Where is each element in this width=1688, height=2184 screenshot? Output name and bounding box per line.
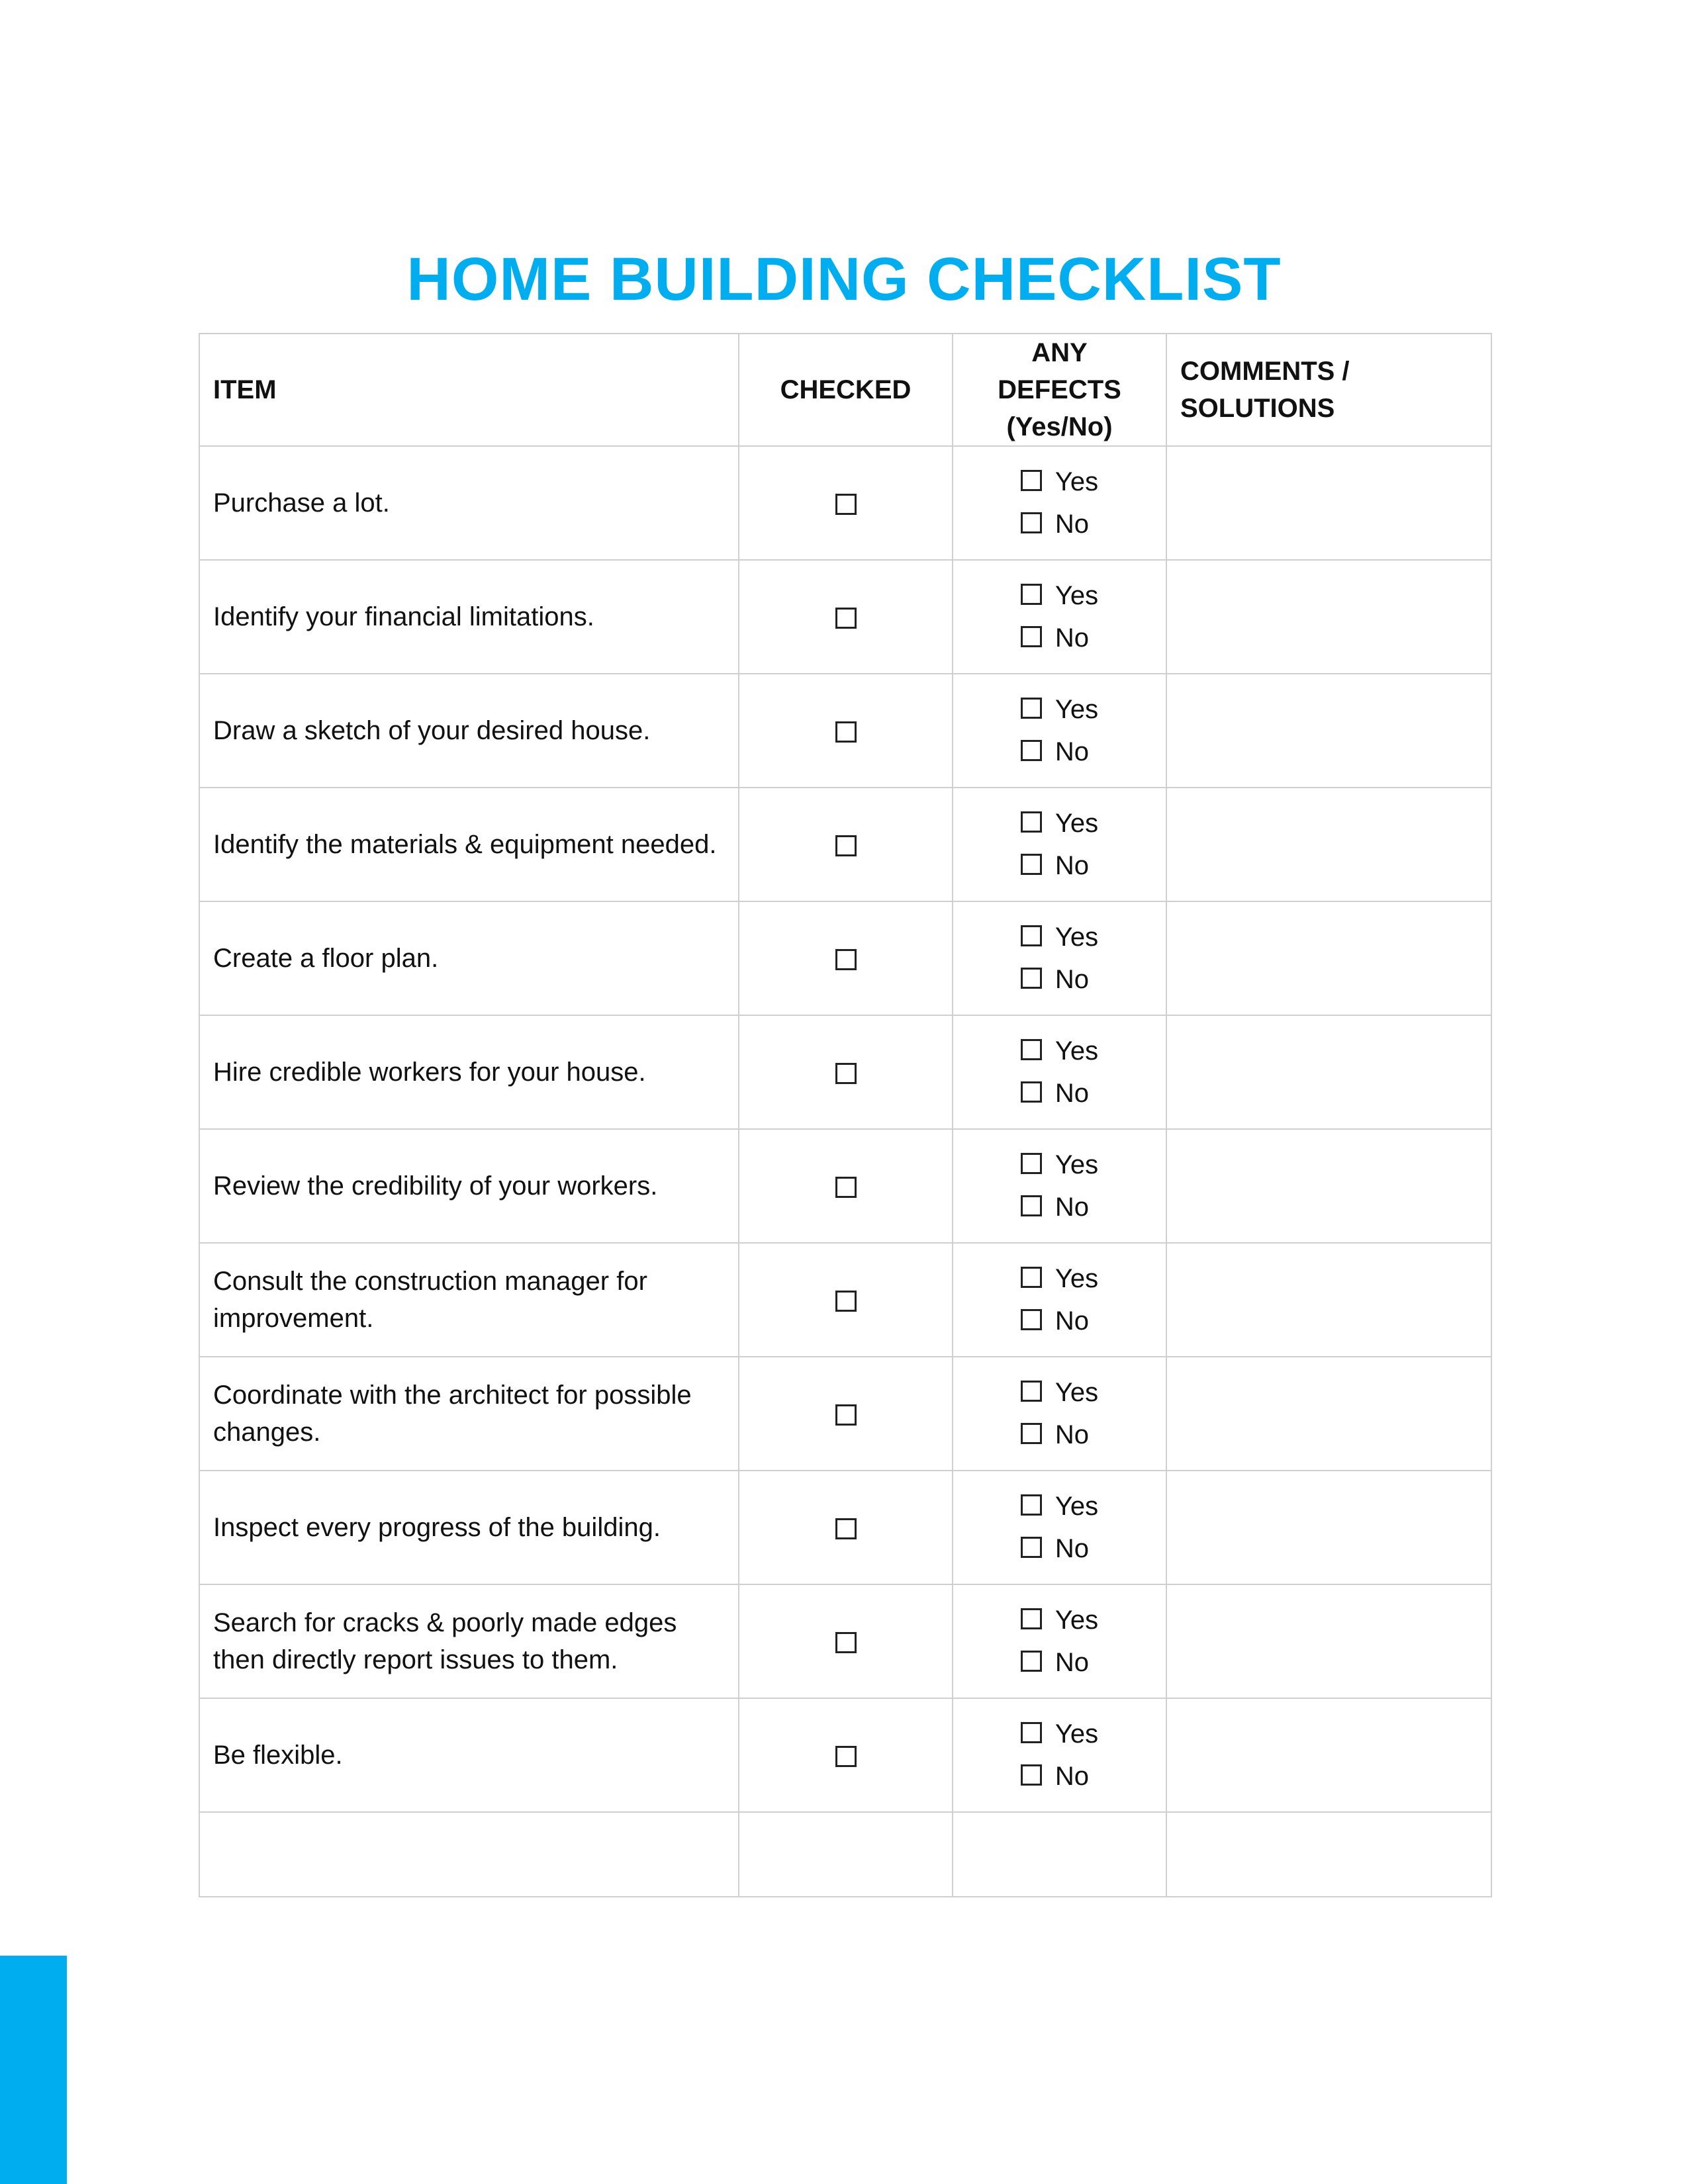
- no-checkbox[interactable]: [1021, 1423, 1042, 1444]
- yes-checkbox[interactable]: [1021, 1494, 1042, 1516]
- yes-checkbox[interactable]: [1021, 698, 1042, 719]
- comments-cell[interactable]: [1166, 1129, 1491, 1243]
- yes-checkbox[interactable]: [1021, 1722, 1042, 1743]
- table-row: [199, 788, 1491, 901]
- blank-item-cell[interactable]: [199, 1812, 739, 1897]
- table-row: [199, 560, 1491, 674]
- defect-options: [1021, 1144, 1098, 1228]
- comments-cell[interactable]: [1166, 788, 1491, 901]
- defect-options: [1021, 1257, 1098, 1342]
- defect-option-no[interactable]: [1021, 617, 1098, 659]
- no-checkbox[interactable]: [1021, 1195, 1042, 1216]
- defects-cell: [953, 1243, 1166, 1357]
- header-comments-line2: SOLUTIONS: [1180, 394, 1335, 423]
- item-text: Coordinate with the architect for possible changes.: [199, 1357, 739, 1471]
- yes-label: Yes: [1055, 581, 1099, 610]
- accent-bar: [0, 1956, 67, 2184]
- no-label: No: [1055, 1534, 1089, 1563]
- yes-label: Yes: [1055, 1150, 1099, 1179]
- comments-cell[interactable]: [1166, 901, 1491, 1015]
- defect-options: [1021, 1599, 1098, 1684]
- checked-checkbox[interactable]: [835, 1632, 857, 1653]
- checked-cell: [739, 1698, 953, 1812]
- item-text: Search for cracks & poorly made edges then directly report issues to them.: [199, 1584, 739, 1698]
- checked-checkbox[interactable]: [835, 1063, 857, 1084]
- comments-cell[interactable]: [1166, 1357, 1491, 1471]
- checked-cell: [739, 1357, 953, 1471]
- defects-cell: [953, 560, 1166, 674]
- checked-checkbox[interactable]: [835, 494, 857, 515]
- checklist-body: [199, 446, 1491, 1897]
- checked-cell: [739, 1243, 953, 1357]
- checked-checkbox[interactable]: [835, 835, 857, 856]
- defect-options: [1021, 916, 1098, 1001]
- defects-cell: [953, 901, 1166, 1015]
- no-label: No: [1055, 1762, 1089, 1791]
- no-checkbox[interactable]: [1021, 1309, 1042, 1330]
- table-row: [199, 1243, 1491, 1357]
- defect-options: [1021, 1030, 1098, 1115]
- no-label: No: [1055, 1420, 1089, 1449]
- defects-cell: [953, 446, 1166, 560]
- defect-option-yes[interactable]: [1021, 1030, 1098, 1072]
- no-label: No: [1055, 1306, 1089, 1336]
- comments-cell[interactable]: [1166, 560, 1491, 674]
- no-checkbox[interactable]: [1021, 740, 1042, 761]
- table-row: [199, 446, 1491, 560]
- yes-checkbox[interactable]: [1021, 1608, 1042, 1629]
- defect-option-yes[interactable]: [1021, 688, 1098, 731]
- defect-option-yes[interactable]: [1021, 1371, 1098, 1414]
- header-checked: CHECKED: [739, 334, 953, 446]
- header-defects-line2: (Yes/No): [1006, 412, 1113, 441]
- table-row: [199, 1129, 1491, 1243]
- yes-label: Yes: [1055, 1378, 1099, 1407]
- defect-options: [1021, 1713, 1098, 1797]
- no-label: No: [1055, 1648, 1089, 1677]
- defect-option-no[interactable]: [1021, 1072, 1098, 1115]
- no-checkbox[interactable]: [1021, 626, 1042, 647]
- defects-cell: [953, 1129, 1166, 1243]
- defect-option-yes[interactable]: [1021, 1485, 1098, 1527]
- no-label: No: [1055, 623, 1089, 653]
- yes-checkbox[interactable]: [1021, 1039, 1042, 1060]
- no-label: No: [1055, 851, 1089, 880]
- no-label: No: [1055, 510, 1089, 539]
- comments-cell[interactable]: [1166, 1698, 1491, 1812]
- yes-label: Yes: [1055, 1492, 1099, 1521]
- comments-cell[interactable]: [1166, 446, 1491, 560]
- defects-cell: [953, 1015, 1166, 1129]
- checked-cell: [739, 1015, 953, 1129]
- defect-option-yes[interactable]: [1021, 574, 1098, 617]
- yes-checkbox[interactable]: [1021, 811, 1042, 833]
- defect-option-no[interactable]: [1021, 1641, 1098, 1684]
- yes-label: Yes: [1055, 1719, 1099, 1749]
- header-comments-line1: COMMENTS /: [1180, 357, 1350, 386]
- no-checkbox[interactable]: [1021, 968, 1042, 989]
- header-comments: [1166, 334, 1491, 446]
- no-label: No: [1055, 737, 1089, 766]
- defect-option-no[interactable]: [1021, 1414, 1098, 1456]
- item-text: Create a floor plan.: [199, 901, 739, 1015]
- defect-options: [1021, 1371, 1098, 1456]
- yes-checkbox[interactable]: [1021, 470, 1042, 491]
- comments-cell[interactable]: [1166, 1584, 1491, 1698]
- no-label: No: [1055, 965, 1089, 994]
- header-defects: [953, 334, 1166, 446]
- defect-option-no[interactable]: [1021, 1300, 1098, 1342]
- no-checkbox[interactable]: [1021, 1764, 1042, 1786]
- table-row: [199, 1357, 1491, 1471]
- checked-checkbox[interactable]: [835, 1404, 857, 1426]
- table-row: [199, 1698, 1491, 1812]
- table-row: [199, 1584, 1491, 1698]
- defect-option-no[interactable]: [1021, 1527, 1098, 1570]
- blank-comments-cell[interactable]: [1166, 1812, 1491, 1897]
- checked-cell: [739, 1129, 953, 1243]
- defects-cell: [953, 1698, 1166, 1812]
- checked-checkbox[interactable]: [835, 949, 857, 970]
- checked-checkbox[interactable]: [835, 1518, 857, 1539]
- checklist-table: [199, 333, 1492, 1897]
- defect-option-no[interactable]: [1021, 503, 1098, 545]
- checked-cell: [739, 788, 953, 901]
- comments-cell[interactable]: [1166, 1243, 1491, 1357]
- checked-checkbox[interactable]: [835, 1291, 857, 1312]
- checked-cell: [739, 901, 953, 1015]
- checked-cell: [739, 1471, 953, 1584]
- item-text: Inspect every progress of the building.: [199, 1471, 739, 1584]
- comments-cell[interactable]: [1166, 1015, 1491, 1129]
- defect-option-yes[interactable]: [1021, 802, 1098, 844]
- checked-checkbox[interactable]: [835, 608, 857, 629]
- defect-option-no[interactable]: [1021, 844, 1098, 887]
- item-text: Review the credibility of your workers.: [199, 1129, 739, 1243]
- yes-label: Yes: [1055, 467, 1099, 496]
- no-label: No: [1055, 1079, 1089, 1108]
- no-checkbox[interactable]: [1021, 1537, 1042, 1558]
- blank-row: [199, 1812, 1491, 1897]
- defects-cell: [953, 788, 1166, 901]
- table-row: [199, 901, 1491, 1015]
- no-checkbox[interactable]: [1021, 854, 1042, 875]
- defect-option-no[interactable]: [1021, 958, 1098, 1001]
- defect-option-yes[interactable]: [1021, 1257, 1098, 1300]
- no-checkbox[interactable]: [1021, 512, 1042, 533]
- defects-cell: [953, 1584, 1166, 1698]
- checked-checkbox[interactable]: [835, 1746, 857, 1767]
- checked-checkbox[interactable]: [835, 1177, 857, 1198]
- defect-option-no[interactable]: [1021, 1755, 1098, 1797]
- yes-checkbox[interactable]: [1021, 1381, 1042, 1402]
- checked-cell: [739, 674, 953, 788]
- no-checkbox[interactable]: [1021, 1651, 1042, 1672]
- yes-checkbox[interactable]: [1021, 584, 1042, 605]
- defect-option-yes[interactable]: [1021, 1713, 1098, 1755]
- defect-options: [1021, 574, 1098, 659]
- item-text: Hire credible workers for your house.: [199, 1015, 739, 1129]
- yes-checkbox[interactable]: [1021, 925, 1042, 946]
- comments-cell[interactable]: [1166, 674, 1491, 788]
- table-row: [199, 674, 1491, 788]
- no-label: No: [1055, 1193, 1089, 1222]
- yes-label: Yes: [1055, 695, 1099, 724]
- defect-option-no[interactable]: [1021, 1186, 1098, 1228]
- defect-option-yes[interactable]: [1021, 916, 1098, 958]
- item-text: Draw a sketch of your desired house.: [199, 674, 739, 788]
- table-row: [199, 1471, 1491, 1584]
- defect-options: [1021, 1485, 1098, 1570]
- defects-cell: [953, 1471, 1166, 1584]
- yes-label: Yes: [1055, 809, 1099, 838]
- comments-cell[interactable]: [1166, 1471, 1491, 1584]
- item-text: Identify your financial limitations.: [199, 560, 739, 674]
- checked-checkbox[interactable]: [835, 721, 857, 743]
- defect-option-yes[interactable]: [1021, 461, 1098, 503]
- defect-option-yes[interactable]: [1021, 1144, 1098, 1186]
- blank-defects-cell[interactable]: [953, 1812, 1166, 1897]
- defect-options: [1021, 461, 1098, 545]
- header-row: [199, 334, 1491, 446]
- checked-cell: [739, 560, 953, 674]
- yes-checkbox[interactable]: [1021, 1153, 1042, 1174]
- header-defects-line1: ANY DEFECTS: [998, 338, 1121, 404]
- yes-label: Yes: [1055, 1264, 1099, 1293]
- item-text: Purchase a lot.: [199, 446, 739, 560]
- blank-checked-cell[interactable]: [739, 1812, 953, 1897]
- item-text: Identify the materials & equipment needed.: [199, 788, 739, 901]
- item-text: Be flexible.: [199, 1698, 739, 1812]
- table-row: [199, 1015, 1491, 1129]
- yes-label: Yes: [1055, 923, 1099, 952]
- defect-option-yes[interactable]: [1021, 1599, 1098, 1641]
- yes-label: Yes: [1055, 1036, 1099, 1066]
- page-title: HOME BUILDING CHECKLIST: [406, 245, 1282, 313]
- yes-label: Yes: [1055, 1606, 1099, 1635]
- defects-cell: [953, 674, 1166, 788]
- defects-cell: [953, 1357, 1166, 1471]
- header-item: ITEM: [199, 334, 739, 446]
- item-text: Consult the construction manager for improvement.: [199, 1243, 739, 1357]
- no-checkbox[interactable]: [1021, 1081, 1042, 1103]
- defect-options: [1021, 802, 1098, 887]
- checked-cell: [739, 446, 953, 560]
- checked-cell: [739, 1584, 953, 1698]
- defect-options: [1021, 688, 1098, 773]
- defect-option-no[interactable]: [1021, 731, 1098, 773]
- yes-checkbox[interactable]: [1021, 1267, 1042, 1288]
